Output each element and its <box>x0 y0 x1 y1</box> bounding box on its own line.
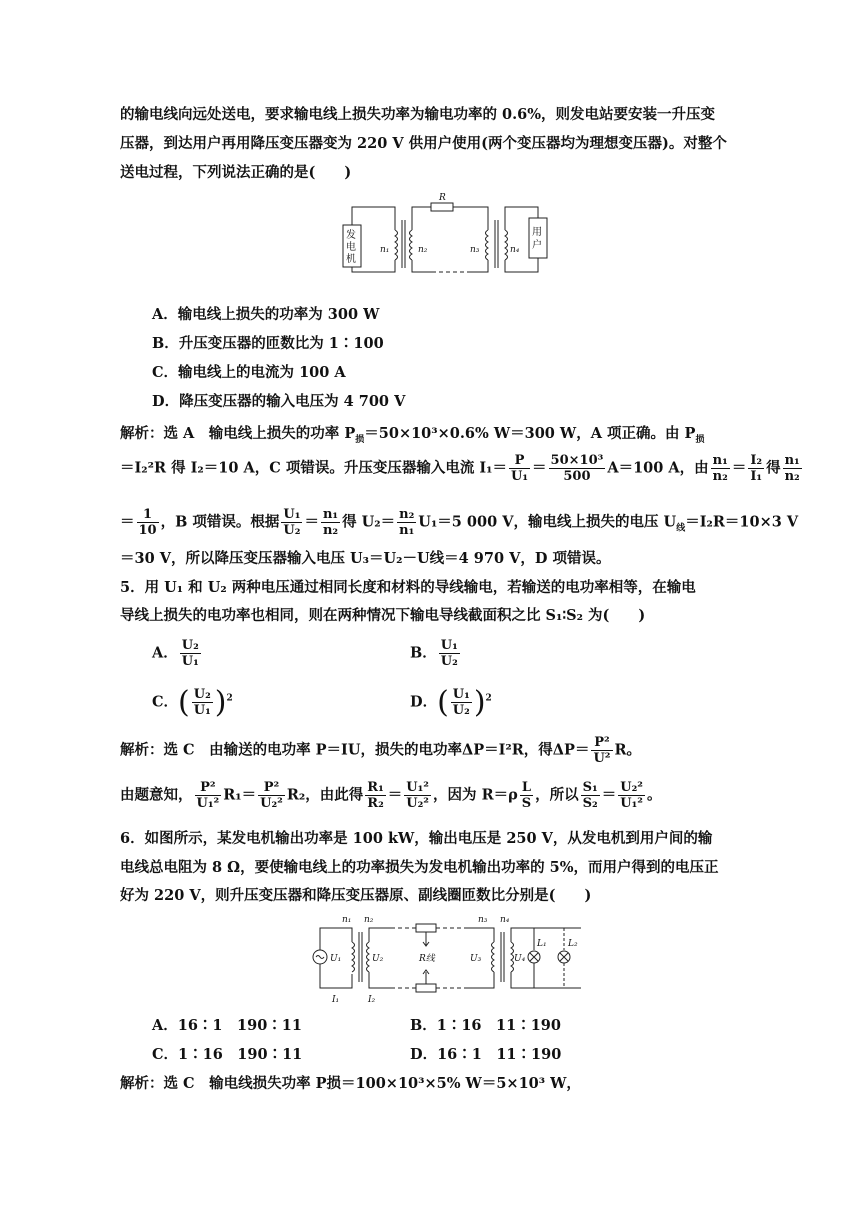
sub: 线 <box>676 523 686 534</box>
fraction <box>195 780 222 811</box>
label-n2: n₂ <box>418 245 428 255</box>
label-n1: n₁ <box>342 915 352 925</box>
label-n3: n₃ <box>478 915 488 925</box>
num: L <box>520 780 533 796</box>
text: ＝ <box>387 786 403 804</box>
num: U₁ <box>283 507 301 522</box>
fraction <box>321 507 340 538</box>
den: n₂ <box>322 523 339 538</box>
num: U₁ <box>440 638 458 653</box>
q6-line-1: 6．如图所示，某发电机输出功率是 100 kW，输出电压是 250 V，从发电机到用户间的输 <box>120 830 713 847</box>
label-R: R <box>439 193 446 203</box>
label-n4: n₄ <box>500 915 510 925</box>
num: R₁ <box>367 780 384 795</box>
q5-option-c <box>152 684 233 720</box>
label-n3: n₃ <box>470 245 480 255</box>
num: n₁ <box>322 507 339 522</box>
num: U₂ <box>181 638 199 653</box>
text: ＝ <box>731 459 747 477</box>
text: U₁＝5 000 V，输电线上损失的电压 U <box>418 513 677 531</box>
label-I2: I₂ <box>368 995 376 1005</box>
q6-option-a: A．16∶1 190∶11 <box>152 1017 302 1034</box>
label-R: R线 <box>419 954 435 964</box>
label-U3: U₃ <box>470 954 482 964</box>
q5-option-d <box>410 684 492 720</box>
label: D． <box>410 693 438 711</box>
resistor-R <box>431 203 453 211</box>
q5-option-a <box>152 638 203 669</box>
den: U₁² <box>620 796 643 811</box>
text: 由题意知， <box>120 786 193 804</box>
num: 1 <box>137 507 159 523</box>
den: U₁ <box>181 654 199 669</box>
fraction <box>618 780 645 811</box>
num: P² <box>195 780 222 796</box>
q4-option-a: A．输电线上损失的功率为 300 W <box>152 306 380 323</box>
coil-n1 <box>352 942 355 972</box>
q4-option-b: B．升压变压器的匝数比为 1∶100 <box>152 335 384 352</box>
num: P² <box>258 780 285 796</box>
text: ＝ <box>120 513 135 531</box>
num: U₂² <box>620 780 643 795</box>
paren: ( <box>437 684 449 720</box>
intro-line-2: 压器，到达用户再用降压变压器变为 220 V 供用户使用(两个变压器均为理想变压器)。对整个 <box>120 135 727 152</box>
sub: 损 <box>355 434 365 445</box>
num: I₂ <box>750 453 763 468</box>
text: ＝ <box>304 513 319 531</box>
num: 50×10³ <box>550 453 604 468</box>
sup: 2 <box>226 693 233 704</box>
fraction <box>549 453 606 484</box>
q5-option-b <box>410 638 462 669</box>
fraction <box>192 687 213 718</box>
den: U₂² <box>406 796 430 811</box>
num: n₁ <box>712 453 728 468</box>
sup: 2 <box>485 693 492 704</box>
den: U₂ <box>452 703 470 718</box>
den: U₁ <box>511 469 529 484</box>
sub: 损 <box>695 434 705 445</box>
den: U₁² <box>196 796 220 811</box>
user-label-1: 用 <box>532 227 542 238</box>
text: 得 <box>766 459 781 477</box>
q6-line-3: 好为 220 V，则升压变压器和降压变压器原、副线圈匝数比分别是( ) <box>120 887 592 904</box>
intro-line-3: 送电过程，下列说法正确的是( ) <box>120 164 352 181</box>
q4-option-c: C．输电线上的电流为 100 A <box>152 364 346 381</box>
num: S₁ <box>582 780 598 795</box>
label-U4: U₄ <box>514 954 526 964</box>
den: I₁ <box>750 469 763 484</box>
fraction <box>783 453 802 484</box>
fraction <box>180 638 201 669</box>
q4-solution-line-2 <box>120 453 800 484</box>
text: ＝ <box>601 786 617 804</box>
generator-label-3: 机 <box>346 254 356 265</box>
den: n₂ <box>712 469 728 484</box>
fraction <box>711 453 730 484</box>
fraction <box>748 453 764 484</box>
num: P² <box>591 735 612 751</box>
den: U₂² <box>260 796 283 811</box>
den: n₁ <box>399 523 415 538</box>
fraction <box>451 687 472 718</box>
paren: ) <box>473 684 486 720</box>
num: n₂ <box>399 507 415 522</box>
transmission-diagram-1 <box>340 190 550 280</box>
den: S <box>521 796 532 811</box>
q4-solution-line-4: ＝30 V，所以降压变压器输入电压 U₃＝U₂－U线＝4 970 V，D 项错误。 <box>120 550 611 567</box>
den: 10 <box>138 523 157 538</box>
coil-n3 <box>492 942 495 972</box>
coil-n2 <box>410 230 413 260</box>
fraction <box>591 735 612 766</box>
label: A． <box>152 644 178 662</box>
transmission-diagram-2 <box>306 910 586 1005</box>
fraction <box>258 780 285 811</box>
fraction <box>581 780 600 811</box>
generator-label-2: 电 <box>346 242 356 253</box>
den: U² <box>593 751 611 766</box>
q5-line-1: 5．用 U₁ 和 U₂ 两种电压通过相同长度和材料的导线输电，若输送的电功率相等，在输电 <box>120 579 696 596</box>
q6-solution-line-1: 解析：选 C 输电线损失功率 P损＝100×10³×5% W＝5×10³ W， <box>120 1075 581 1092</box>
den: 500 <box>563 469 591 484</box>
fraction <box>137 507 159 538</box>
fraction <box>509 453 530 484</box>
user-label-2: 户 <box>532 240 542 251</box>
num: U₁² <box>406 780 430 795</box>
fraction <box>281 507 302 538</box>
fraction <box>439 638 460 669</box>
q6-option-c: C．1∶16 190∶11 <box>152 1046 303 1063</box>
label: B． <box>410 644 437 662</box>
fraction <box>397 507 416 538</box>
q4-solution-line-1 <box>120 422 740 445</box>
generator-label-1: 发 <box>346 230 356 241</box>
coil-n3 <box>486 230 489 260</box>
q6-option-d: D．16∶1 11∶190 <box>410 1046 562 1063</box>
fraction <box>365 780 386 811</box>
label-n1: n₁ <box>380 245 390 255</box>
text: ，因为 R＝ρ <box>433 786 518 804</box>
text: ＝I₂²R 得 I₂＝10 A，C 项错误。升压变压器输入电流 I₁＝ <box>120 459 508 477</box>
label-I1: I₁ <box>332 995 340 1005</box>
den: U₁ <box>193 703 211 718</box>
coil-n1 <box>395 230 398 260</box>
fraction <box>404 780 431 811</box>
num: U₁ <box>452 687 470 702</box>
q6-line-2: 电线总电阻为 8 Ω，要使输电线上的功率损失为发电机输出功率的 5%，而用户得到的电压正 <box>120 859 719 876</box>
text: R。 <box>614 741 642 759</box>
label-L1: L₁ <box>537 939 547 949</box>
paren: ( <box>178 684 190 720</box>
den: S₂ <box>582 796 598 811</box>
text: R₂，由此得 <box>286 786 364 804</box>
text: 解析：选 C 由输送的电功率 P＝IU，损失的电功率ΔP＝I²R，得ΔP＝ <box>120 741 590 759</box>
text: ，所以 <box>535 786 579 804</box>
label-L2: L₂ <box>568 939 578 949</box>
label-U1: U₁ <box>330 954 342 964</box>
q6-option-b: B．1∶16 11∶190 <box>410 1017 561 1034</box>
text: ＝ <box>532 459 547 477</box>
text: ＝I₂R＝10×3 V <box>685 513 799 531</box>
coil-n4 <box>505 230 508 260</box>
resistor-bottom <box>416 984 436 992</box>
intro-line-1: 的输电线向远处送电，要求输电线上损失功率为输电功率的 0.6%，则发电站要安装一升压变 <box>120 106 716 123</box>
text: R₁＝ <box>223 786 257 804</box>
label: C． <box>152 693 179 711</box>
paren: ) <box>214 684 227 720</box>
den: U₂ <box>283 523 301 538</box>
text: 得 U₂＝ <box>342 513 396 531</box>
text: ，B 项错误。根据 <box>160 513 280 531</box>
den: n₂ <box>784 469 800 484</box>
q5-line-2: 导线上损失的电功率也相同，则在两种情况下输电导线截面积之比 S₁∶S₂ 为( ) <box>120 607 646 624</box>
text: 解析：选 A 输电线上损失的功率 P <box>120 425 356 442</box>
label-n2: n₂ <box>364 915 374 925</box>
text: 。 <box>646 786 662 804</box>
text: A＝100 A，由 <box>607 459 709 477</box>
q5-solution-line-1 <box>120 735 740 766</box>
fraction <box>520 780 533 811</box>
q5-solution-line-2 <box>120 780 740 811</box>
den: U₂ <box>440 654 458 669</box>
num: n₁ <box>784 453 800 468</box>
text: ＝50×10³×0.6% W＝300 W，A 项正确。由 P <box>364 425 696 442</box>
label-n4: n₄ <box>510 245 520 255</box>
num: P <box>509 453 530 469</box>
label-U2: U₂ <box>372 954 384 964</box>
num: U₂ <box>193 687 211 702</box>
user-box <box>529 218 547 258</box>
coil-n2 <box>367 942 370 972</box>
resistor-top <box>416 924 436 932</box>
den: R₂ <box>367 796 384 811</box>
q4-option-d: D．降压变压器的输入电压为 4 700 V <box>152 393 406 410</box>
